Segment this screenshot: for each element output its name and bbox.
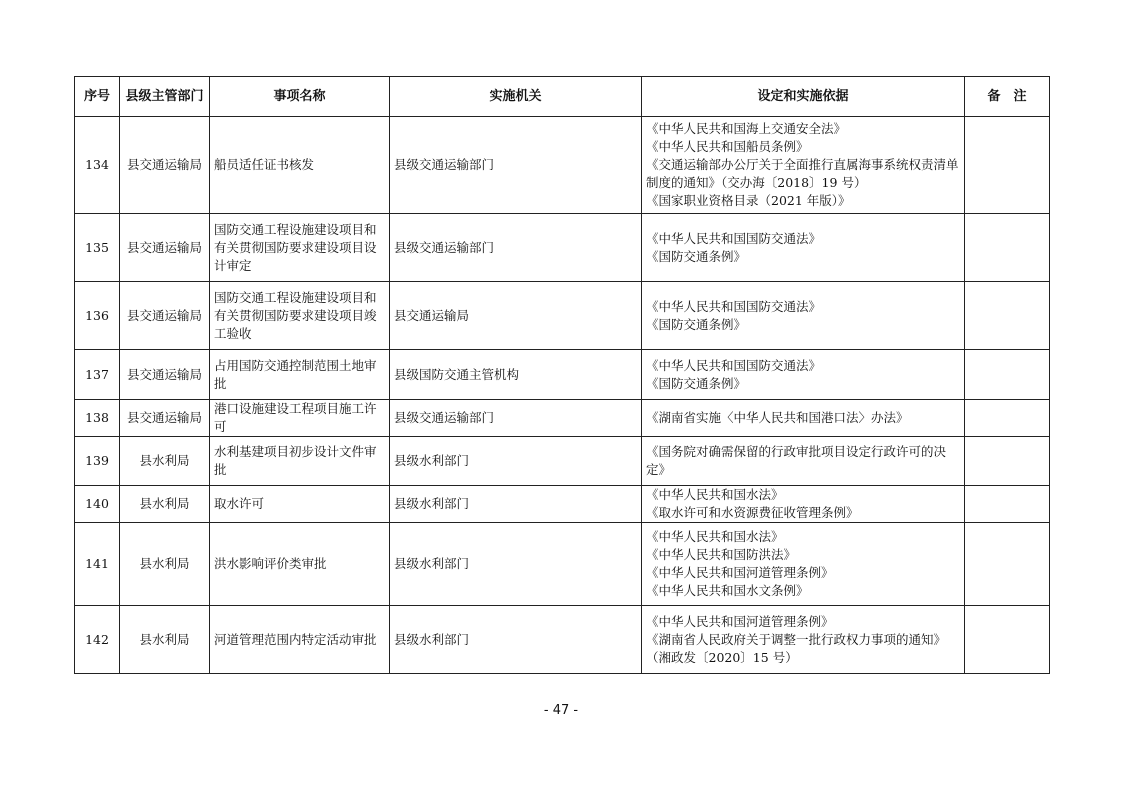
row-basis [642, 486, 965, 523]
row-implementing-agency: 县级水利部门 [390, 486, 642, 523]
row-implementing-agency: 县级国防交通主管机构 [390, 350, 642, 400]
header-num: 序号 [75, 77, 120, 117]
row-remark [965, 117, 1050, 214]
page-number: - 47 - [543, 703, 579, 718]
header-row [75, 77, 1050, 117]
row-number: 136 [75, 282, 120, 350]
basis-line: 《中华人民共和国水文条例》 [646, 583, 809, 598]
basis-line: 《中华人民共和国船员条例》 [646, 139, 809, 154]
row-department: 县水利局 [120, 606, 210, 674]
header-item: 事项名称 [210, 77, 390, 117]
basis-line: 《国防交通条例》 [646, 375, 747, 391]
table-row [75, 486, 1050, 523]
row-item-name: 国防交通工程设施建设项目和有关贯彻国防要求建设项目竣工验收 [210, 282, 390, 350]
approval-items-table [74, 76, 1050, 674]
row-item-name: 港口设施建设工程项目施工许可 [210, 400, 390, 437]
header-dept: 县级主管部门 [120, 77, 210, 117]
header-remark: 备 注 [965, 77, 1050, 117]
row-number: 139 [75, 437, 120, 486]
row-number: 142 [75, 606, 120, 674]
basis-line: 《中华人民共和国国防交通法》 [646, 298, 822, 314]
row-item-name: 占用国防交通控制范围土地审批 [210, 350, 390, 400]
row-item-name: 洪水影响评价类审批 [210, 523, 390, 606]
basis-line: 《国防交通条例》 [646, 316, 747, 332]
row-basis [642, 400, 965, 437]
row-item-name: 河道管理范围内特定活动审批 [210, 606, 390, 674]
basis-line: 《中华人民共和国水法》 [646, 487, 784, 502]
row-basis [642, 437, 965, 486]
header-basis: 设定和实施依据 [642, 77, 965, 117]
row-item-name: 国防交通工程设施建设项目和有关贯彻国防要求建设项目设计审定 [210, 214, 390, 282]
basis-line: 《中华人民共和国海上交通安全法》 [646, 121, 847, 136]
row-remark [965, 400, 1050, 437]
row-department: 县水利局 [120, 486, 210, 523]
row-department: 县交通运输局 [120, 282, 210, 350]
table-row [75, 523, 1050, 606]
row-remark [965, 606, 1050, 674]
row-number: 138 [75, 400, 120, 437]
row-number: 134 [75, 117, 120, 214]
basis-line: 《中华人民共和国河道管理条例》 [646, 613, 834, 629]
table-row [75, 437, 1050, 486]
header-org: 实施机关 [390, 77, 642, 117]
row-department: 县交通运输局 [120, 214, 210, 282]
basis-line: 《国家职业资格目录（2021 年版）》 [646, 193, 851, 208]
row-implementing-agency: 县级交通运输部门 [390, 117, 642, 214]
row-remark [965, 282, 1050, 350]
row-item-name: 取水许可 [210, 486, 390, 523]
row-department: 县交通运输局 [120, 350, 210, 400]
row-department: 县水利局 [120, 437, 210, 486]
row-department: 县水利局 [120, 523, 210, 606]
row-number: 135 [75, 214, 120, 282]
row-basis [642, 350, 965, 400]
row-basis [642, 214, 965, 282]
row-implementing-agency: 县级水利部门 [390, 437, 642, 486]
basis-line: 《国务院对确需保留的行政审批项目设定行政许可的决定》 [646, 444, 947, 477]
row-remark [965, 523, 1050, 606]
table-row [75, 606, 1050, 674]
row-implementing-agency: 县级水利部门 [390, 523, 642, 606]
row-remark [965, 350, 1050, 400]
basis-line: 《中华人民共和国国防交通法》 [646, 357, 822, 373]
basis-line: 《湖南省人民政府关于调整一批行政权力事项的通知》（湘政发〔2020〕15 号） [646, 631, 947, 665]
row-number: 141 [75, 523, 120, 606]
basis-line: 《国防交通条例》 [646, 248, 747, 264]
row-basis [642, 282, 965, 350]
table-row [75, 282, 1050, 350]
row-basis [642, 117, 965, 214]
row-implementing-agency: 县交通运输局 [390, 282, 642, 350]
table-row [75, 400, 1050, 437]
basis-line: 《中华人民共和国河道管理条例》 [646, 565, 834, 580]
row-number: 140 [75, 486, 120, 523]
basis-line: 《湖南省实施〈中华人民共和国港口法〉办法》 [646, 410, 909, 425]
row-remark [965, 486, 1050, 523]
row-implementing-agency: 县级交通运输部门 [390, 400, 642, 437]
basis-line: 《中华人民共和国国防交通法》 [646, 230, 822, 246]
table-row [75, 350, 1050, 400]
table-body [75, 117, 1050, 674]
row-implementing-agency: 县级交通运输部门 [390, 214, 642, 282]
row-basis [642, 606, 965, 674]
row-item-name: 船员适任证书核发 [210, 117, 390, 214]
row-basis [642, 523, 965, 606]
row-number: 137 [75, 350, 120, 400]
basis-line: 《中华人民共和国防洪法》 [646, 547, 797, 562]
table-row [75, 214, 1050, 282]
basis-line: 《交通运输部办公厅关于全面推行直属海事系统权责清单制度的通知》（交办海〔2018〕19 号） [646, 157, 959, 190]
row-department: 县交通运输局 [120, 400, 210, 437]
basis-line: 《取水许可和水资源费征收管理条例》 [646, 505, 859, 520]
row-remark [965, 214, 1050, 282]
table-header [75, 77, 1050, 117]
basis-line: 《中华人民共和国水法》 [646, 529, 784, 544]
row-implementing-agency: 县级水利部门 [390, 606, 642, 674]
row-remark [965, 437, 1050, 486]
row-item-name: 水利基建项目初步设计文件审批 [210, 437, 390, 486]
table-row [75, 117, 1050, 214]
row-department: 县交通运输局 [120, 117, 210, 214]
